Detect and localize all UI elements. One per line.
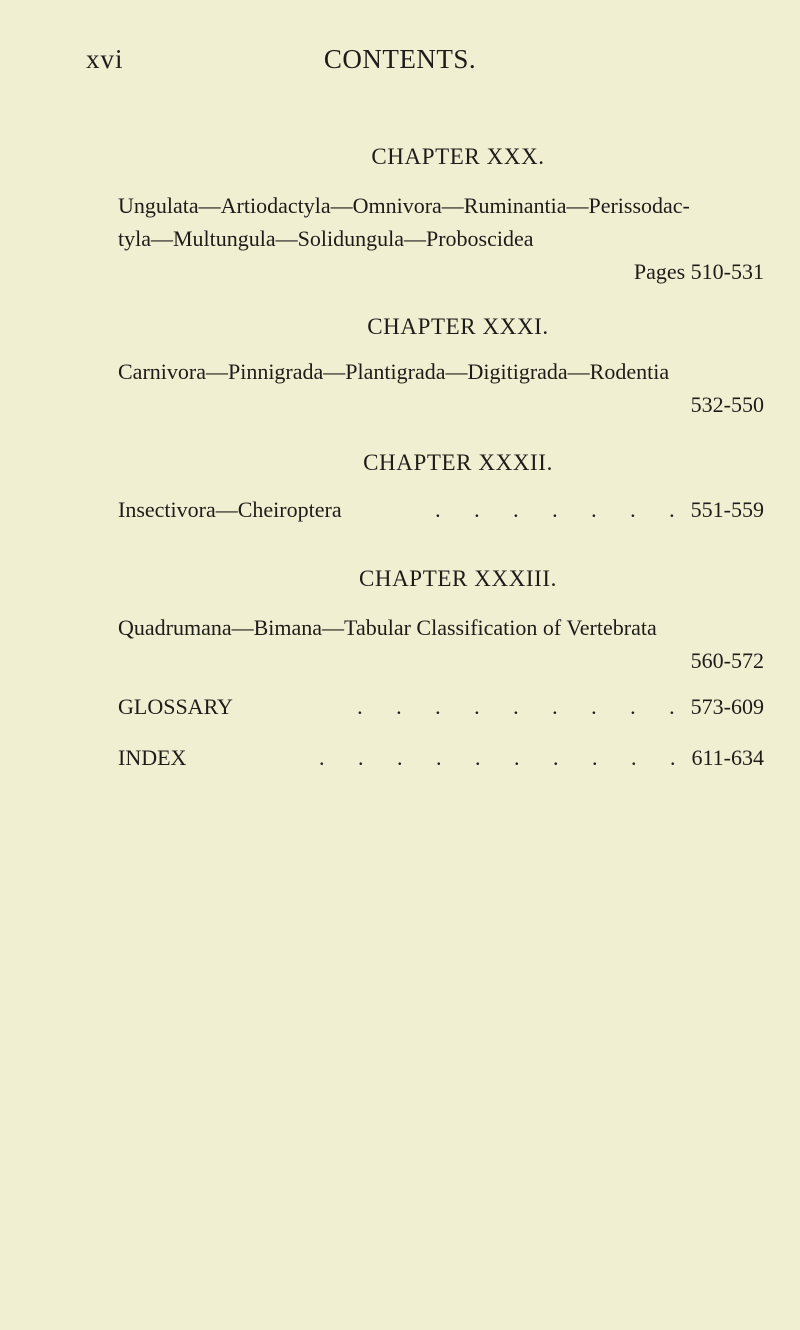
- chapter-description-line: Ungulata—Artiodactyla—Omnivora—Ruminantia—Perissodac-: [118, 193, 690, 218]
- dot-leader: . . . . . . . . .: [357, 694, 689, 719]
- chapter-entry-xxxiii: [118, 562, 764, 677]
- page-number: xvi: [86, 44, 124, 74]
- chapter-pages: Pages 510-531: [633, 259, 764, 284]
- chapter-heading: CHAPTER XXXII.: [363, 450, 553, 475]
- chapter-entry-xxxi: [118, 310, 764, 421]
- chapter-description-line: Quadrumana—Bimana—Tabular Classification of Vertebrata: [118, 615, 657, 640]
- dot-leader: . . . . . . . . . .: [318, 745, 690, 770]
- chapter-description-line: Insectivora—Cheiroptera: [118, 497, 342, 522]
- page-title: CONTENTS.: [323, 44, 477, 74]
- index-pages: 611-634: [691, 745, 764, 770]
- chapter-heading: CHAPTER XXXIII.: [358, 566, 558, 591]
- index-label: INDEX: [118, 745, 187, 770]
- chapter-entry-xxxii: [118, 446, 764, 526]
- dot-leader: . . . . . . .: [435, 497, 689, 522]
- glossary-pages: 573-609: [690, 694, 764, 719]
- chapter-pages: 551-559: [690, 497, 764, 522]
- chapter-heading: CHAPTER XXX.: [371, 144, 545, 169]
- chapter-pages: 560-572: [690, 648, 764, 673]
- glossary-label: GLOSSARY: [118, 694, 233, 719]
- toc-row: [118, 741, 764, 774]
- chapter-pages: 532-550: [690, 392, 764, 417]
- toc-row: [118, 690, 764, 723]
- index-entry: [118, 741, 764, 774]
- chapter-description-line: Carnivora—Pinnigrada—Plantigrada—Digitigrada—Rodentia: [118, 359, 670, 384]
- chapter-description-line: tyla—Multungula—Solidungula—Proboscidea: [118, 226, 534, 251]
- glossary-entry: [118, 690, 764, 723]
- toc-row: [118, 493, 764, 526]
- chapter-entry-xxx: [118, 140, 764, 288]
- chapter-heading: CHAPTER XXXI.: [367, 314, 549, 339]
